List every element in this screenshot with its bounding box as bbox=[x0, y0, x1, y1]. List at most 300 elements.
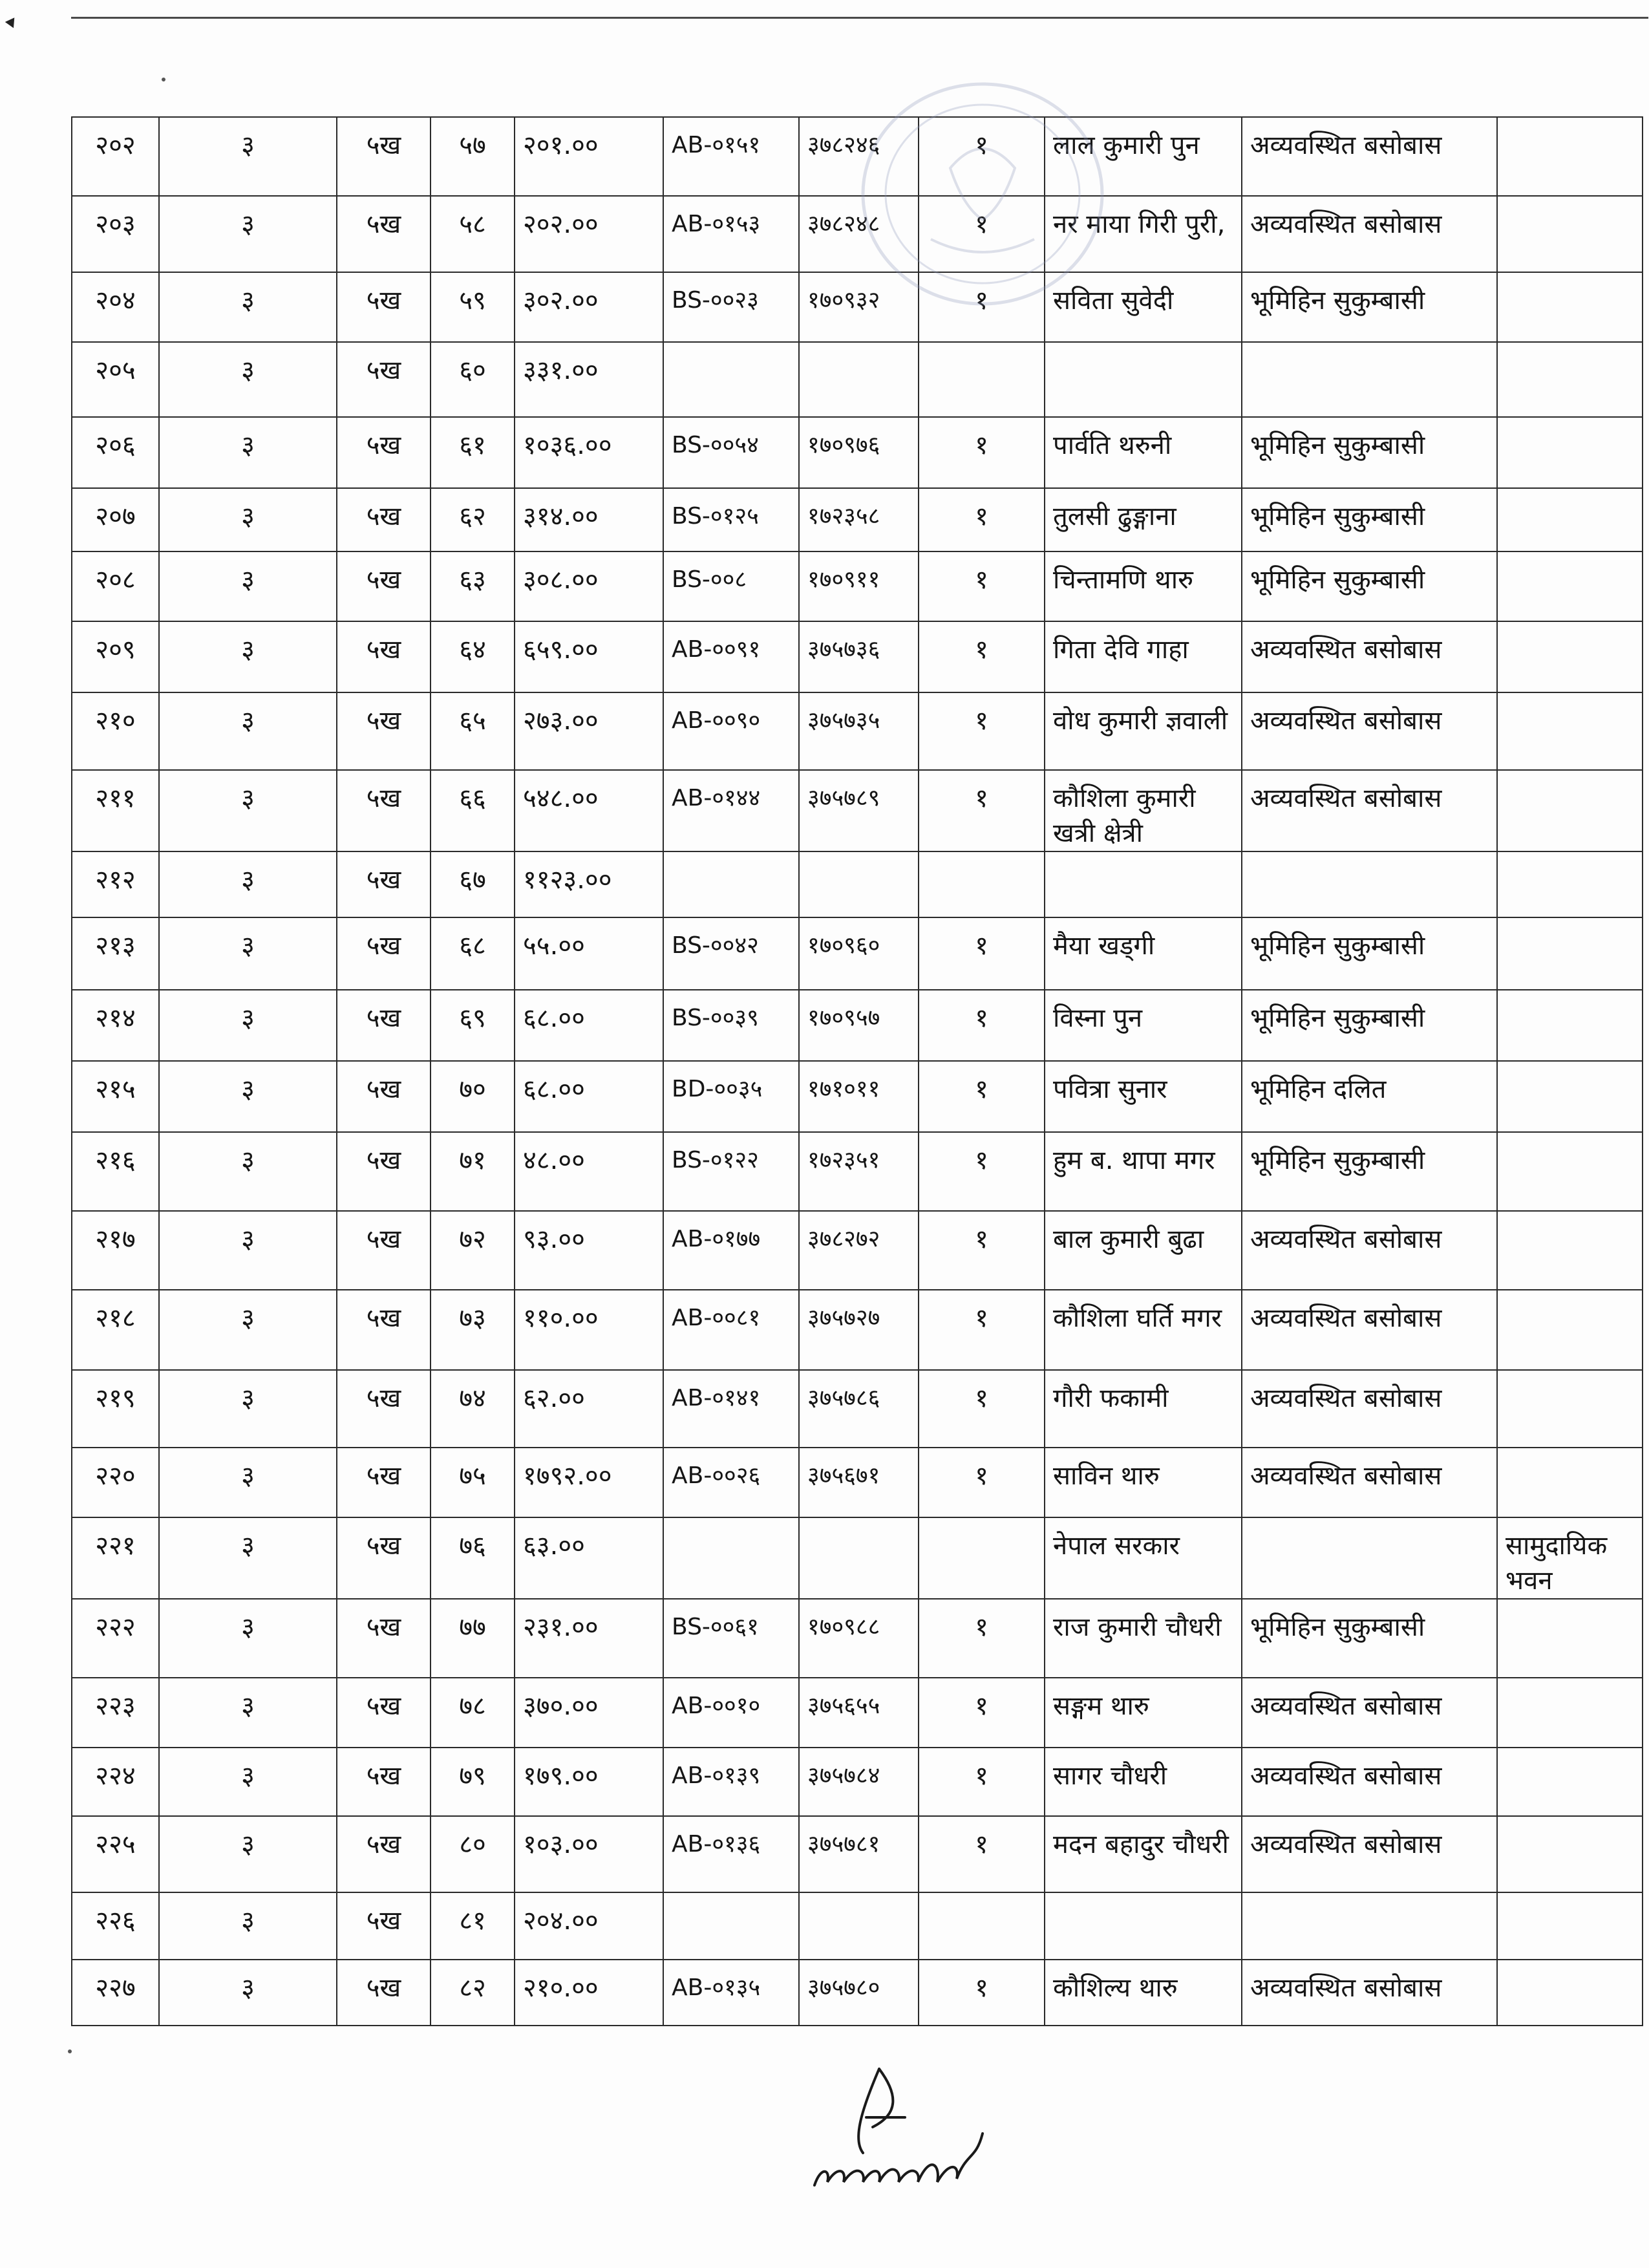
count-cell: १ bbox=[919, 1960, 1045, 2026]
sheet-cell: ५ख bbox=[337, 272, 431, 342]
category-cell bbox=[1242, 1892, 1497, 1960]
applicant-id-cell: ३७५७८४ bbox=[799, 1748, 919, 1816]
area-cell: ६८.०० bbox=[515, 990, 663, 1061]
applicant-id-cell: १७१०११ bbox=[799, 1061, 919, 1132]
owner-name-cell: गिता देवि गाहा bbox=[1045, 621, 1242, 692]
ward-cell: ३ bbox=[159, 1599, 337, 1678]
serial-number-cell: २०६ bbox=[72, 417, 159, 488]
area-cell: ६३.०० bbox=[515, 1517, 663, 1599]
serial-number-cell: २११ bbox=[72, 770, 159, 851]
applicant-code-cell: AB-०१५१ bbox=[663, 117, 799, 196]
category-cell: अव्यवस्थित बसोबास bbox=[1242, 1960, 1497, 2026]
area-cell: ३०२.०० bbox=[515, 272, 663, 342]
table-row bbox=[72, 990, 1643, 1061]
serial-number-cell: २२३ bbox=[72, 1678, 159, 1748]
applicant-id-cell: ३७५६५५ bbox=[799, 1678, 919, 1748]
remarks-cell bbox=[1497, 1370, 1643, 1448]
parcel-number-cell: ६३ bbox=[431, 551, 515, 621]
owner-name-cell: कौशिला कुमारी खत्री क्षेत्री bbox=[1045, 770, 1242, 851]
serial-number-cell: २१० bbox=[72, 692, 159, 770]
applicant-code-cell: BD-००३५ bbox=[663, 1061, 799, 1132]
category-cell: अव्यवस्थित बसोबास bbox=[1242, 770, 1497, 851]
applicant-code-cell: AB-००९० bbox=[663, 692, 799, 770]
parcel-number-cell: ५७ bbox=[431, 117, 515, 196]
applicant-code-cell: BS-०१२५ bbox=[663, 488, 799, 551]
parcel-number-cell: ८० bbox=[431, 1816, 515, 1892]
serial-number-cell: २१३ bbox=[72, 917, 159, 990]
table-row bbox=[72, 770, 1643, 851]
owner-name-cell bbox=[1045, 342, 1242, 417]
sheet-cell: ५ख bbox=[337, 1748, 431, 1816]
area-cell: ६५९.०० bbox=[515, 621, 663, 692]
serial-number-cell: २२० bbox=[72, 1448, 159, 1517]
parcel-number-cell: ७७ bbox=[431, 1599, 515, 1678]
parcel-number-cell: ७९ bbox=[431, 1748, 515, 1816]
ward-cell: ३ bbox=[159, 917, 337, 990]
remarks-cell bbox=[1497, 1678, 1643, 1748]
category-cell: अव्यवस्थित बसोबास bbox=[1242, 1816, 1497, 1892]
owner-name-cell: विस्ना पुन bbox=[1045, 990, 1242, 1061]
area-cell: २१०.०० bbox=[515, 1960, 663, 2026]
remarks-cell bbox=[1497, 770, 1643, 851]
applicant-code-cell bbox=[663, 342, 799, 417]
applicant-id-cell: १७०९६० bbox=[799, 917, 919, 990]
owner-name-cell: कौशिला घर्ति मगर bbox=[1045, 1290, 1242, 1370]
area-cell: ११२३.०० bbox=[515, 851, 663, 917]
applicant-id-cell: १७२३५८ bbox=[799, 488, 919, 551]
count-cell: १ bbox=[919, 196, 1045, 272]
count-cell: १ bbox=[919, 551, 1045, 621]
area-cell: २३१.०० bbox=[515, 1599, 663, 1678]
count-cell: १ bbox=[919, 621, 1045, 692]
applicant-code-cell: BS-००६१ bbox=[663, 1599, 799, 1678]
scan-speck bbox=[68, 2049, 72, 2053]
table-row bbox=[72, 1132, 1643, 1211]
count-cell bbox=[919, 342, 1045, 417]
remarks-cell bbox=[1497, 1599, 1643, 1678]
category-cell: भूमिहिन सुकुम्बासी bbox=[1242, 990, 1497, 1061]
applicant-id-cell bbox=[799, 342, 919, 417]
parcel-number-cell: ७८ bbox=[431, 1678, 515, 1748]
land-register-table bbox=[71, 116, 1643, 2026]
serial-number-cell: २२६ bbox=[72, 1892, 159, 1960]
category-cell: भूमिहिन सुकुम्बासी bbox=[1242, 417, 1497, 488]
sheet-cell: ५ख bbox=[337, 692, 431, 770]
ward-cell: ३ bbox=[159, 1892, 337, 1960]
serial-number-cell: २२२ bbox=[72, 1599, 159, 1678]
applicant-id-cell: ३७५७८० bbox=[799, 1960, 919, 2026]
ward-cell: ३ bbox=[159, 417, 337, 488]
category-cell bbox=[1242, 1517, 1497, 1599]
serial-number-cell: २२४ bbox=[72, 1748, 159, 1816]
serial-number-cell: २०५ bbox=[72, 342, 159, 417]
parcel-number-cell: ५९ bbox=[431, 272, 515, 342]
category-cell: भूमिहिन सुकुम्बासी bbox=[1242, 917, 1497, 990]
ward-cell: ३ bbox=[159, 851, 337, 917]
area-cell: १७९२.०० bbox=[515, 1448, 663, 1517]
ward-cell: ३ bbox=[159, 342, 337, 417]
ward-cell: ३ bbox=[159, 621, 337, 692]
parcel-number-cell: ६८ bbox=[431, 917, 515, 990]
category-cell: अव्यवस्थित बसोबास bbox=[1242, 621, 1497, 692]
remarks-cell bbox=[1497, 621, 1643, 692]
owner-name-cell: राज कुमारी चौधरी bbox=[1045, 1599, 1242, 1678]
count-cell: १ bbox=[919, 692, 1045, 770]
applicant-id-cell: ३७५७२७ bbox=[799, 1290, 919, 1370]
remarks-cell bbox=[1497, 417, 1643, 488]
area-cell: १०३६.०० bbox=[515, 417, 663, 488]
parcel-number-cell: ७५ bbox=[431, 1448, 515, 1517]
ward-cell: ३ bbox=[159, 272, 337, 342]
area-cell: २७३.०० bbox=[515, 692, 663, 770]
owner-name-cell: सागर चौधरी bbox=[1045, 1748, 1242, 1816]
owner-name-cell: सविता सुवेदी bbox=[1045, 272, 1242, 342]
serial-number-cell: २०७ bbox=[72, 488, 159, 551]
remarks-cell bbox=[1497, 1211, 1643, 1290]
ward-cell: ३ bbox=[159, 1448, 337, 1517]
area-cell: १०३.०० bbox=[515, 1816, 663, 1892]
area-cell: २०४.०० bbox=[515, 1892, 663, 1960]
table-row bbox=[72, 851, 1643, 917]
applicant-code-cell: AB-००२६ bbox=[663, 1448, 799, 1517]
owner-name-cell: साविन थारु bbox=[1045, 1448, 1242, 1517]
owner-name-cell: गौरी फकामी bbox=[1045, 1370, 1242, 1448]
ward-cell: ३ bbox=[159, 1748, 337, 1816]
count-cell: १ bbox=[919, 1132, 1045, 1211]
table-row bbox=[72, 1211, 1643, 1290]
category-cell bbox=[1242, 342, 1497, 417]
serial-number-cell: २१६ bbox=[72, 1132, 159, 1211]
table-row bbox=[72, 1061, 1643, 1132]
count-cell: १ bbox=[919, 1211, 1045, 1290]
applicant-code-cell bbox=[663, 851, 799, 917]
serial-number-cell: २१९ bbox=[72, 1370, 159, 1448]
count-cell bbox=[919, 1517, 1045, 1599]
owner-name-cell: सङ्गम थारु bbox=[1045, 1678, 1242, 1748]
area-cell: १७९.०० bbox=[515, 1748, 663, 1816]
remarks-cell bbox=[1497, 1061, 1643, 1132]
remarks-cell bbox=[1497, 1290, 1643, 1370]
signature bbox=[802, 2056, 995, 2198]
serial-number-cell: २१४ bbox=[72, 990, 159, 1061]
remarks-cell bbox=[1497, 990, 1643, 1061]
count-cell bbox=[919, 851, 1045, 917]
remarks-cell bbox=[1497, 917, 1643, 990]
remarks-cell bbox=[1497, 551, 1643, 621]
applicant-code-cell bbox=[663, 1517, 799, 1599]
table-row bbox=[72, 342, 1643, 417]
applicant-id-cell: १७०९११ bbox=[799, 551, 919, 621]
remarks-cell bbox=[1497, 1132, 1643, 1211]
serial-number-cell: २१८ bbox=[72, 1290, 159, 1370]
table-row bbox=[72, 1290, 1643, 1370]
ward-cell: ३ bbox=[159, 1061, 337, 1132]
table-row bbox=[72, 1517, 1643, 1599]
parcel-number-cell: ६६ bbox=[431, 770, 515, 851]
category-cell: भूमिहिन सुकुम्बासी bbox=[1242, 272, 1497, 342]
area-cell: ५४८.०० bbox=[515, 770, 663, 851]
remarks-cell bbox=[1497, 1448, 1643, 1517]
ward-cell: ३ bbox=[159, 1678, 337, 1748]
remarks-cell: सामुदायिक भवन bbox=[1497, 1517, 1643, 1599]
category-cell: अव्यवस्थित बसोबास bbox=[1242, 1678, 1497, 1748]
category-cell: भूमिहिन सुकुम्बासी bbox=[1242, 551, 1497, 621]
serial-number-cell: २०८ bbox=[72, 551, 159, 621]
ward-cell: ३ bbox=[159, 551, 337, 621]
parcel-number-cell: ८१ bbox=[431, 1892, 515, 1960]
applicant-id-cell: ३७८२४६ bbox=[799, 117, 919, 196]
table-row bbox=[72, 1892, 1643, 1960]
applicant-code-cell: AB-००१० bbox=[663, 1678, 799, 1748]
applicant-code-cell: AB-०१५३ bbox=[663, 196, 799, 272]
sheet-cell: ५ख bbox=[337, 770, 431, 851]
remarks-cell bbox=[1497, 342, 1643, 417]
serial-number-cell: २०४ bbox=[72, 272, 159, 342]
applicant-id-cell: ३७८२४८ bbox=[799, 196, 919, 272]
sheet-cell: ५ख bbox=[337, 196, 431, 272]
area-cell: ९३.०० bbox=[515, 1211, 663, 1290]
ward-cell: ३ bbox=[159, 1290, 337, 1370]
applicant-id-cell: ३७८२७२ bbox=[799, 1211, 919, 1290]
table-row bbox=[72, 488, 1643, 551]
area-cell: ३७०.०० bbox=[515, 1678, 663, 1748]
applicant-code-cell: AB-०१३९ bbox=[663, 1748, 799, 1816]
remarks-cell bbox=[1497, 692, 1643, 770]
category-cell: अव्यवस्थित बसोबास bbox=[1242, 1290, 1497, 1370]
owner-name-cell: तुलसी ढुङ्गाना bbox=[1045, 488, 1242, 551]
remarks-cell bbox=[1497, 1816, 1643, 1892]
parcel-number-cell: ८२ bbox=[431, 1960, 515, 2026]
applicant-code-cell: BS-०१२२ bbox=[663, 1132, 799, 1211]
parcel-number-cell: ७० bbox=[431, 1061, 515, 1132]
applicant-id-cell: १७०९८८ bbox=[799, 1599, 919, 1678]
count-cell: १ bbox=[919, 488, 1045, 551]
owner-name-cell: नर माया गिरी पुरी, bbox=[1045, 196, 1242, 272]
sheet-cell: ५ख bbox=[337, 1678, 431, 1748]
table-row bbox=[72, 1748, 1643, 1816]
area-cell: ५५.०० bbox=[515, 917, 663, 990]
count-cell: १ bbox=[919, 1678, 1045, 1748]
category-cell: अव्यवस्थित बसोबास bbox=[1242, 1211, 1497, 1290]
applicant-code-cell: AB-०१४१ bbox=[663, 1370, 799, 1448]
owner-name-cell bbox=[1045, 1892, 1242, 1960]
owner-name-cell: लाल कुमारी पुन bbox=[1045, 117, 1242, 196]
applicant-id-cell: ३७५७३५ bbox=[799, 692, 919, 770]
sheet-cell: ५ख bbox=[337, 851, 431, 917]
sheet-cell: ५ख bbox=[337, 1960, 431, 2026]
sheet-cell: ५ख bbox=[337, 917, 431, 990]
applicant-code-cell: BS-००८ bbox=[663, 551, 799, 621]
parcel-number-cell: ६२ bbox=[431, 488, 515, 551]
parcel-number-cell: ७२ bbox=[431, 1211, 515, 1290]
owner-name-cell: मदन बहादुर चौधरी bbox=[1045, 1816, 1242, 1892]
parcel-number-cell: ६५ bbox=[431, 692, 515, 770]
applicant-code-cell bbox=[663, 1892, 799, 1960]
applicant-code-cell: AB-०१७७ bbox=[663, 1211, 799, 1290]
area-cell: २०१.०० bbox=[515, 117, 663, 196]
applicant-id-cell bbox=[799, 1517, 919, 1599]
count-cell: १ bbox=[919, 1061, 1045, 1132]
serial-number-cell: २०३ bbox=[72, 196, 159, 272]
owner-name-cell: कौशिल्य थारु bbox=[1045, 1960, 1242, 2026]
category-cell: भूमिहिन दलित bbox=[1242, 1061, 1497, 1132]
area-cell: ४८.०० bbox=[515, 1132, 663, 1211]
ward-cell: ३ bbox=[159, 1370, 337, 1448]
applicant-code-cell: AB-००८१ bbox=[663, 1290, 799, 1370]
sheet-cell: ५ख bbox=[337, 417, 431, 488]
applicant-id-cell: ३७५६७१ bbox=[799, 1448, 919, 1517]
ward-cell: ३ bbox=[159, 488, 337, 551]
remarks-cell bbox=[1497, 1892, 1643, 1960]
count-cell: १ bbox=[919, 1448, 1045, 1517]
category-cell: अव्यवस्थित बसोबास bbox=[1242, 1748, 1497, 1816]
ward-cell: ३ bbox=[159, 1517, 337, 1599]
applicant-id-cell: १७२३५१ bbox=[799, 1132, 919, 1211]
count-cell: १ bbox=[919, 272, 1045, 342]
category-cell: भूमिहिन सुकुम्बासी bbox=[1242, 1132, 1497, 1211]
area-cell: ६८.०० bbox=[515, 1061, 663, 1132]
owner-name-cell: हुम ब. थापा मगर bbox=[1045, 1132, 1242, 1211]
applicant-code-cell: AB-००९१ bbox=[663, 621, 799, 692]
applicant-id-cell: ३७५७८६ bbox=[799, 1370, 919, 1448]
ward-cell: ३ bbox=[159, 1816, 337, 1892]
table-row bbox=[72, 1599, 1643, 1678]
parcel-number-cell: ६९ bbox=[431, 990, 515, 1061]
ward-cell: ३ bbox=[159, 1211, 337, 1290]
top-rule bbox=[71, 17, 1648, 19]
serial-number-cell: २२७ bbox=[72, 1960, 159, 2026]
owner-name-cell: चिन्तामणि थारु bbox=[1045, 551, 1242, 621]
serial-number-cell: २२१ bbox=[72, 1517, 159, 1599]
count-cell: १ bbox=[919, 770, 1045, 851]
sheet-cell: ५ख bbox=[337, 117, 431, 196]
area-cell: ३०८.०० bbox=[515, 551, 663, 621]
scan-speck bbox=[162, 78, 165, 81]
owner-name-cell: वोध कुमारी ज्ञवाली bbox=[1045, 692, 1242, 770]
applicant-code-cell: AB-०१३६ bbox=[663, 1816, 799, 1892]
table-row bbox=[72, 1370, 1643, 1448]
corner-mark bbox=[5, 17, 18, 30]
sheet-cell: ५ख bbox=[337, 488, 431, 551]
category-cell: भूमिहिन सुकुम्बासी bbox=[1242, 1599, 1497, 1678]
applicant-code-cell: AB-०१४४ bbox=[663, 770, 799, 851]
table-row bbox=[72, 417, 1643, 488]
applicant-id-cell: ३७५७३६ bbox=[799, 621, 919, 692]
category-cell: अव्यवस्थित बसोबास bbox=[1242, 117, 1497, 196]
ward-cell: ३ bbox=[159, 1132, 337, 1211]
applicant-code-cell: BS-००५४ bbox=[663, 417, 799, 488]
applicant-id-cell: ३७५७८१ bbox=[799, 1816, 919, 1892]
table-row bbox=[72, 621, 1643, 692]
sheet-cell: ५ख bbox=[337, 1370, 431, 1448]
owner-name-cell: मैया खड्गी bbox=[1045, 917, 1242, 990]
sheet-cell: ५ख bbox=[337, 1132, 431, 1211]
count-cell: १ bbox=[919, 1290, 1045, 1370]
ward-cell: ३ bbox=[159, 770, 337, 851]
applicant-id-cell: १७०९५७ bbox=[799, 990, 919, 1061]
parcel-number-cell: ६१ bbox=[431, 417, 515, 488]
ward-cell: ३ bbox=[159, 1960, 337, 2026]
count-cell: १ bbox=[919, 1816, 1045, 1892]
sheet-cell: ५ख bbox=[337, 551, 431, 621]
area-cell: २०२.०० bbox=[515, 196, 663, 272]
applicant-code-cell: BS-००३९ bbox=[663, 990, 799, 1061]
count-cell: १ bbox=[919, 1370, 1045, 1448]
area-cell: ३३१.०० bbox=[515, 342, 663, 417]
category-cell: अव्यवस्थित बसोबास bbox=[1242, 196, 1497, 272]
remarks-cell bbox=[1497, 1960, 1643, 2026]
sheet-cell: ५ख bbox=[337, 1211, 431, 1290]
category-cell: भूमिहिन सुकुम्बासी bbox=[1242, 488, 1497, 551]
register-body bbox=[72, 117, 1643, 2026]
serial-number-cell: २१७ bbox=[72, 1211, 159, 1290]
serial-number-cell: २१५ bbox=[72, 1061, 159, 1132]
sheet-cell: ५ख bbox=[337, 1816, 431, 1892]
applicant-id-cell bbox=[799, 1892, 919, 1960]
area-cell: ३१४.०० bbox=[515, 488, 663, 551]
serial-number-cell: २०२ bbox=[72, 117, 159, 196]
parcel-number-cell: ७१ bbox=[431, 1132, 515, 1211]
remarks-cell bbox=[1497, 272, 1643, 342]
category-cell bbox=[1242, 851, 1497, 917]
sheet-cell: ५ख bbox=[337, 1061, 431, 1132]
area-cell: ११०.०० bbox=[515, 1290, 663, 1370]
owner-name-cell: पवित्रा सुनार bbox=[1045, 1061, 1242, 1132]
applicant-id-cell: १७०९७६ bbox=[799, 417, 919, 488]
ward-cell: ३ bbox=[159, 196, 337, 272]
count-cell: १ bbox=[919, 1748, 1045, 1816]
office-seal-stamp bbox=[853, 71, 1112, 317]
owner-name-cell: बाल कुमारी बुढा bbox=[1045, 1211, 1242, 1290]
parcel-number-cell: ६४ bbox=[431, 621, 515, 692]
serial-number-cell: २२५ bbox=[72, 1816, 159, 1892]
table-row bbox=[72, 1448, 1643, 1517]
parcel-number-cell: ६० bbox=[431, 342, 515, 417]
table-row bbox=[72, 1816, 1643, 1892]
sheet-cell: ५ख bbox=[337, 1290, 431, 1370]
table-row bbox=[72, 692, 1643, 770]
sheet-cell: ५ख bbox=[337, 1599, 431, 1678]
sheet-cell: ५ख bbox=[337, 342, 431, 417]
category-cell: अव्यवस्थित बसोबास bbox=[1242, 1370, 1497, 1448]
remarks-cell bbox=[1497, 488, 1643, 551]
applicant-id-cell: ३७५७८९ bbox=[799, 770, 919, 851]
applicant-code-cell: BS-००४२ bbox=[663, 917, 799, 990]
parcel-number-cell: ७४ bbox=[431, 1370, 515, 1448]
applicant-id-cell bbox=[799, 851, 919, 917]
parcel-number-cell: ५८ bbox=[431, 196, 515, 272]
parcel-number-cell: ६७ bbox=[431, 851, 515, 917]
count-cell: १ bbox=[919, 990, 1045, 1061]
table-row bbox=[72, 917, 1643, 990]
parcel-number-cell: ७३ bbox=[431, 1290, 515, 1370]
table-row bbox=[72, 1960, 1643, 2026]
count-cell: १ bbox=[919, 917, 1045, 990]
sheet-cell: ५ख bbox=[337, 990, 431, 1061]
parcel-number-cell: ७६ bbox=[431, 1517, 515, 1599]
ward-cell: ३ bbox=[159, 990, 337, 1061]
remarks-cell bbox=[1497, 851, 1643, 917]
count-cell: १ bbox=[919, 417, 1045, 488]
sheet-cell: ५ख bbox=[337, 1517, 431, 1599]
category-cell: अव्यवस्थित बसोबास bbox=[1242, 1448, 1497, 1517]
count-cell bbox=[919, 1892, 1045, 1960]
ward-cell: ३ bbox=[159, 692, 337, 770]
sheet-cell: ५ख bbox=[337, 1892, 431, 1960]
area-cell: ६२.०० bbox=[515, 1370, 663, 1448]
applicant-code-cell: BS-००२३ bbox=[663, 272, 799, 342]
remarks-cell bbox=[1497, 196, 1643, 272]
